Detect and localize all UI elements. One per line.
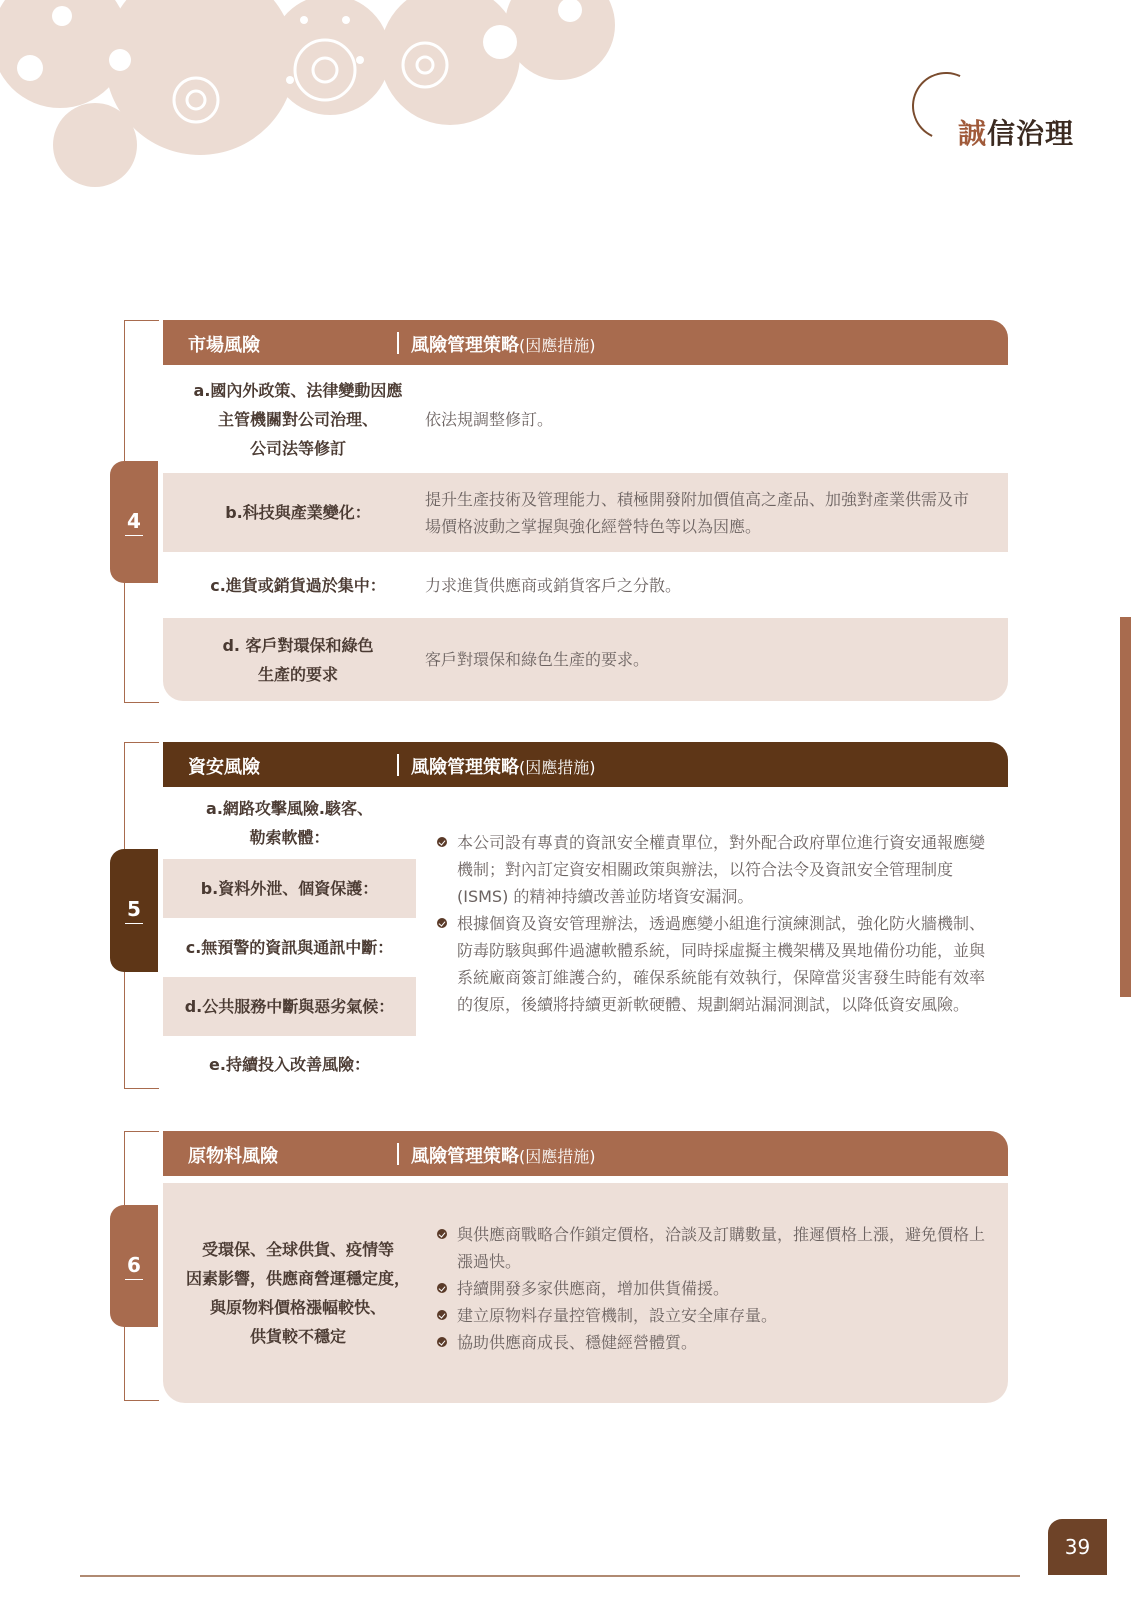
strategy-text: 客戶對環保和綠色生產的要求。 [425, 650, 650, 669]
risk-item: a.網路攻擊風險.駭客、 勒索軟體： [206, 799, 373, 847]
risk-item: 受環保、全球供貨、疫情等 因素影響，供應商營運穩定度， 與原物料價格漲幅較快、 供貨較不穩定 [185, 1240, 410, 1346]
brand-title: 誠信治理 [958, 117, 1075, 150]
market-risk-section [163, 320, 1008, 701]
list-item: 協助供應商成長、穩健經營體質。 [437, 1329, 985, 1356]
risk-item: d. 客戶對環保和綠色 生產的要求 [222, 635, 374, 684]
list-item: 與供應商戰略合作鎖定價格，洽談及訂購數量，推遲價格上漲，避免價格上漲過快。 [437, 1221, 985, 1275]
risk-header: 市場風險 [188, 335, 260, 356]
infosec-risk-section [163, 742, 1008, 1087]
table-row [163, 977, 416, 1036]
strategy-header: 風險管理策略(因應措施) [411, 1142, 596, 1168]
risk-item: a.國內外政策、法律變動因應 主管機關對公司治理、 公司法等修訂 [193, 380, 403, 458]
page-number: 39 [1048, 1519, 1107, 1575]
gear-decoration-icon [0, 0, 640, 200]
risk-item: e.持續投入改善風險： [209, 1054, 370, 1074]
list-item: 建立原物料存量控管機制，設立安全庫存量。 [437, 1302, 985, 1329]
section-header [163, 742, 1008, 787]
raw-material-risk-section [163, 1131, 1008, 1403]
risk-header: 原物料風險 [188, 1146, 278, 1167]
risk-item: c.進貨或銷貨過於集中： [210, 575, 386, 595]
strategy-list [437, 1221, 985, 1356]
section-header [163, 320, 1008, 365]
edge-bar [1120, 617, 1131, 997]
strategy-text: 依法規調整修訂。 [425, 409, 554, 429]
section-header [163, 1131, 1008, 1176]
section-number-tab: 5 [110, 849, 158, 972]
list-item: 根據個資及資安管理辦法，透過應變小組進行演練測試，強化防火牆機制、防毒防駭與郵件過濾軟體系統，同時採虛擬主機架構及異地備份功能，並與系統廠商簽訂維護合約，確保系統能有效執行，保障當災害發生時能有效率的復原，後續將持續更新軟硬體、規劃網站漏洞測試，以降低資安風險。 [437, 910, 985, 1018]
section-number-tab: 4 [110, 461, 158, 583]
table-row [163, 618, 1008, 701]
table-row [163, 787, 416, 859]
list-item: 本公司設有專責的資訊安全權責單位，對外配合政府單位進行資安通報應變機制；對內訂定資安相關政策與辦法，以符合法令及資訊安全管理制度(ISMS) 的精神持續改善並防堵資安漏洞。 [437, 829, 985, 910]
table-row [163, 365, 1008, 473]
section-body [163, 787, 1008, 1087]
footer-line [80, 1575, 1020, 1577]
list-item: 持續開發多家供應商，增加供貨備援。 [437, 1275, 985, 1302]
strategy-header: 風險管理策略(因應措施) [411, 753, 596, 779]
table-row [163, 473, 1008, 552]
strategy-list [437, 829, 985, 1018]
risk-item: c.無預警的資訊與通訊中斷： [185, 938, 394, 957]
table-row [163, 552, 1008, 618]
section-number-tab: 6 [110, 1205, 158, 1327]
strategy-text: 力求進貨供應商或銷貨客戶之分散。 [425, 575, 682, 595]
risk-item: b.科技與產業變化： [225, 503, 371, 522]
table-row [163, 1036, 416, 1092]
risk-item: d.公共服務中斷與惡劣氣候： [184, 997, 395, 1016]
table-row [163, 1183, 1008, 1403]
strategy-text: 提升生產技術及管理能力、積極開發附加價值高之產品、加強對產業供需及市場價格波動之掌握與強化經營特色等以為因應。 [425, 489, 970, 536]
strategy-header: 風險管理策略(因應措施) [411, 331, 596, 357]
table-row [163, 859, 416, 918]
risk-header: 資安風險 [188, 757, 260, 778]
risk-item: b.資料外泄、個資保護： [200, 879, 379, 898]
table-row [163, 918, 416, 977]
